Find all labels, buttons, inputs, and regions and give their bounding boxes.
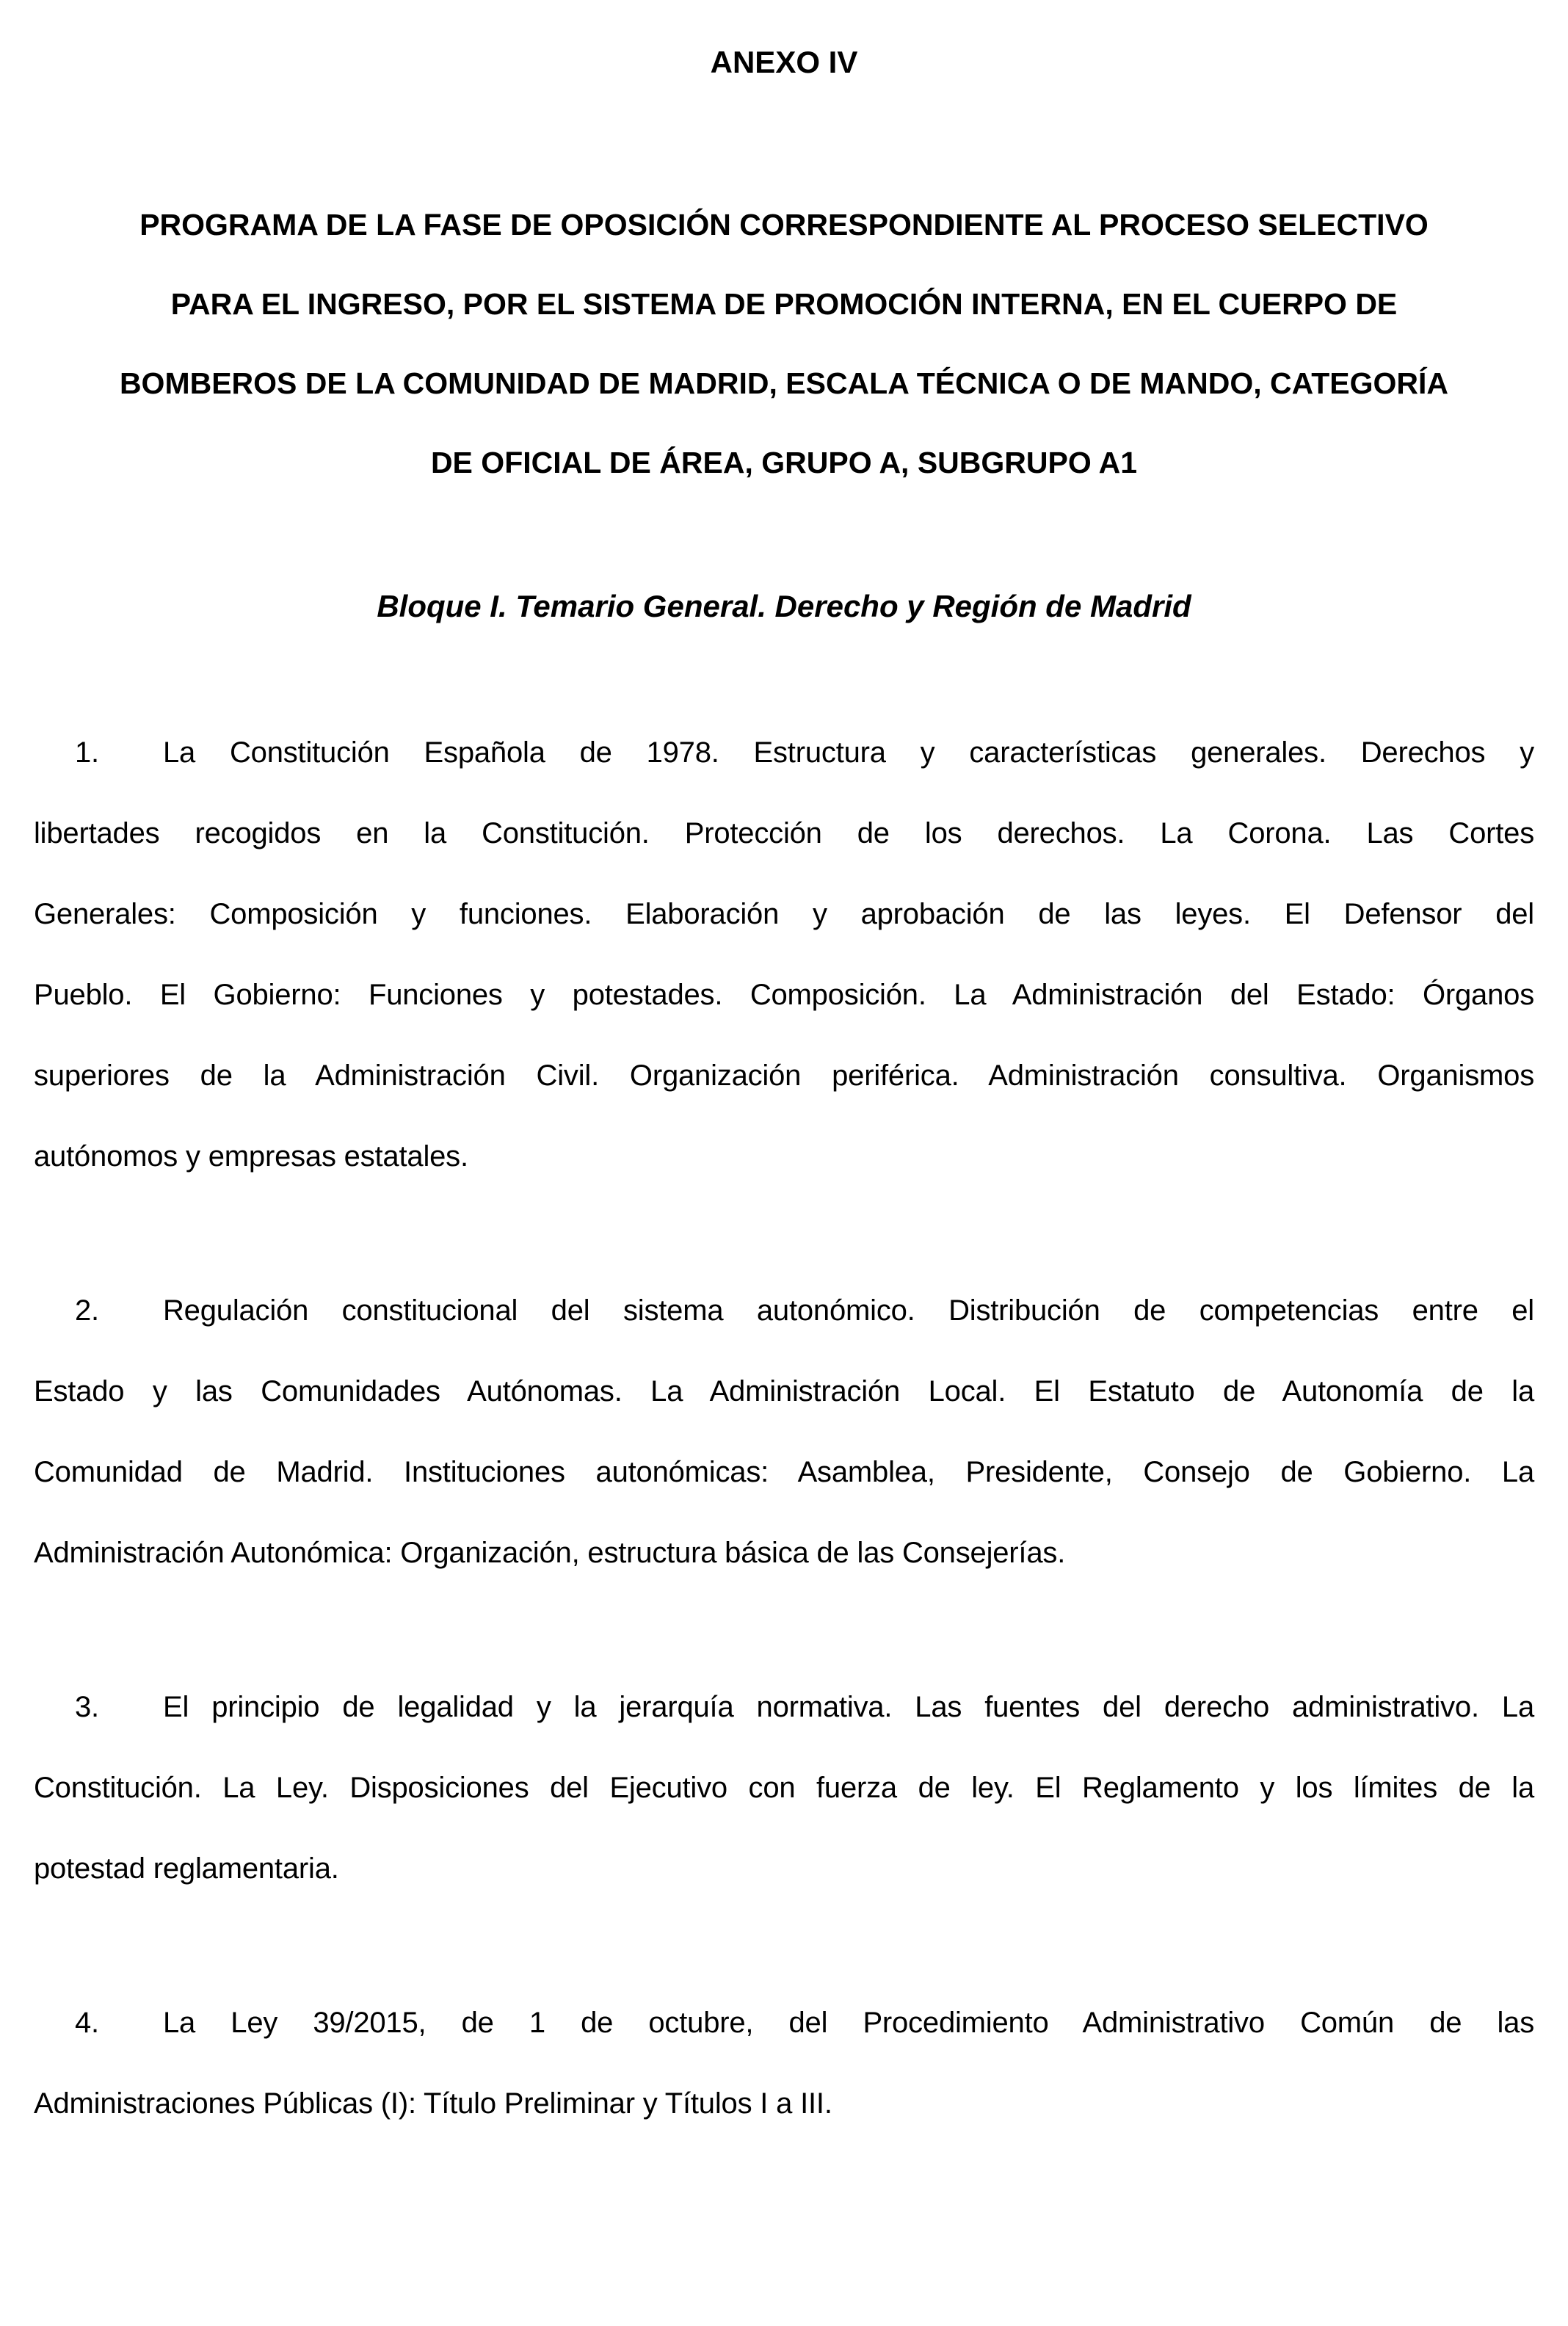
topic-list xyxy=(34,712,1534,2144)
topic-number: 1. xyxy=(75,736,99,769)
program-title-line: DE OFICIAL DE ÁREA, GRUPO A, SUBGRUPO A1 xyxy=(430,446,1138,479)
topic-first-line xyxy=(34,1982,1534,2063)
topic-text-line: La Ley 39/2015, de 1 de octubre, del Procedimiento Administrativo Común de las xyxy=(163,2007,1534,2039)
program-title-line: PROGRAMA DE LA FASE DE OPOSICIÓN CORRESPONDIENTE AL PROCESO SELECTIVO xyxy=(139,208,1429,242)
annex-heading: ANEXO IV xyxy=(710,45,858,79)
topic-first-line xyxy=(34,1667,1534,1747)
topic-text-line: Administración Autonómica: Organización, estructura básica de las Consejerías. xyxy=(34,1537,1066,1569)
topic-text-line: La Constitución Española de 1978. Estructura y características generales. Derechos y xyxy=(163,736,1534,769)
topic-text-line: Generales: Composición y funciones. Elaboración y aprobación de las leyes. El Defensor del xyxy=(34,898,1534,930)
topic-text-line: Constitución. La Ley. Disposiciones del Ejecutivo con fuerza de ley. El Reglamento y los límites de la xyxy=(34,1772,1534,1804)
topic-text-line: potestad reglamentaria. xyxy=(34,1852,339,1885)
topic-text-line: autónomos y empresas estatales. xyxy=(34,1140,468,1173)
topic-text-line: El principio de legalidad y la jerarquía normativa. Las fuentes del derecho administrativo. La xyxy=(163,1691,1534,1723)
topic-text-line: Administraciones Públicas (I): Título Preliminar y Títulos I a III. xyxy=(34,2087,832,2120)
topic-first-line xyxy=(34,712,1534,793)
program-title-line: BOMBEROS DE LA COMUNIDAD DE MADRID, ESCALA TÉCNICA O DE MANDO, CATEGORÍA xyxy=(119,366,1449,400)
topic-number: 4. xyxy=(75,2007,99,2039)
topic-text-line: libertades recogidos en la Constitución. Protección de los derechos. La Corona. Las Cortes xyxy=(34,817,1534,849)
topic-text-line: Regulación constitucional del sistema autonómico. Distribución de competencias entre el xyxy=(163,1294,1534,1327)
topic-paragraph xyxy=(34,1982,1534,2144)
program-title-line: PARA EL INGRESO, POR EL SISTEMA DE PROMOCIÓN INTERNA, EN EL CUERPO DE xyxy=(170,287,1398,321)
topic-text-line: Comunidad de Madrid. Instituciones autonómicas: Asamblea, Presidente, Consejo de Gobierno. La xyxy=(34,1456,1534,1488)
topic-number: 2. xyxy=(75,1294,99,1327)
topic-first-line xyxy=(34,1270,1534,1351)
block-heading: Bloque I. Temario General. Derecho y Región de Madrid xyxy=(377,589,1191,623)
topic-text-line: superiores de la Administración Civil. Organización periférica. Administración consultiva. Organismos xyxy=(34,1059,1534,1092)
topic-text-line: Estado y las Comunidades Autónomas. La Administración Local. El Estatuto de Autonomía de la xyxy=(34,1375,1534,1407)
topic-number: 3. xyxy=(75,1691,99,1723)
topic-text-line: Pueblo. El Gobierno: Funciones y potestades. Composición. La Administración del Estado: Órganos xyxy=(34,979,1534,1011)
topic-paragraph xyxy=(34,1270,1534,1593)
topic-paragraph xyxy=(34,712,1534,1197)
topic-paragraph xyxy=(34,1667,1534,1909)
program-title xyxy=(34,185,1534,502)
